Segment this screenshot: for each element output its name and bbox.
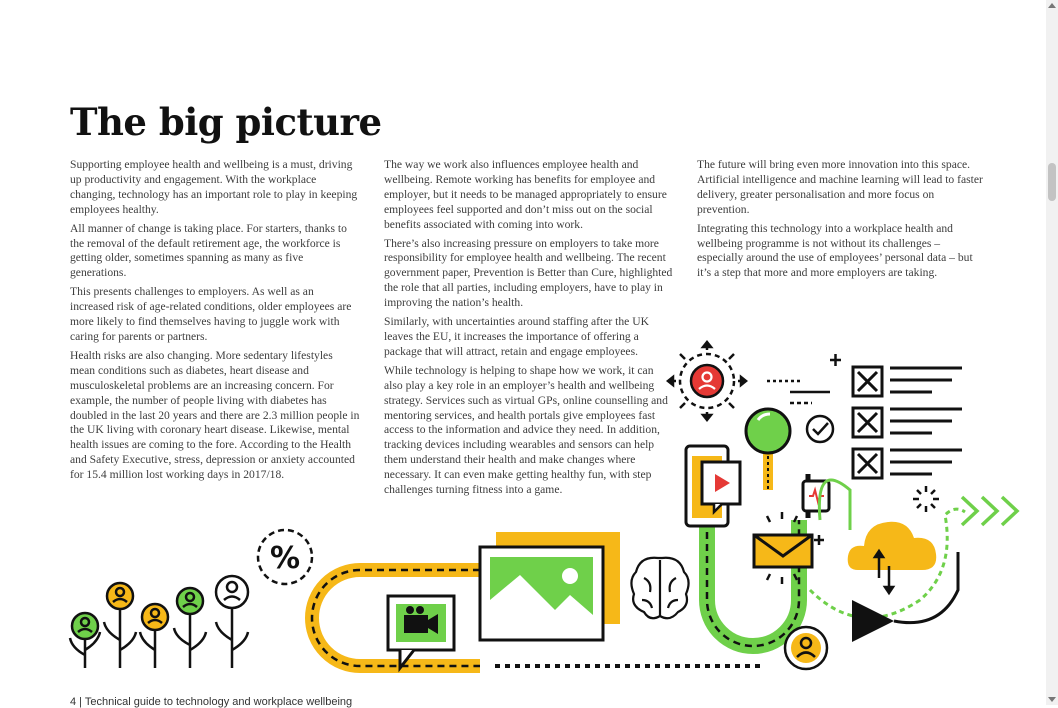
paragraph: Integrating this technology into a workplace health and wellbeing programme is not without its challenges – especially around the use of employees’ personal data – but it’s a step that more and more employers are taking.: [697, 221, 973, 280]
image-frame-icon: [480, 532, 620, 640]
scroll-up-icon[interactable]: [1048, 3, 1056, 8]
paragraph: Similarly, with uncertainties around staffing after the UK leaves the EU, it increases the importance of offering a package that will attract, retain and engage employees.: [384, 315, 649, 358]
percent-text: %: [269, 541, 301, 576]
sparkle-icon: [913, 486, 939, 512]
paragraph: There’s also increasing pressure on employers to take more responsibility for employee health and wellbeing. The recent government paper, Prevention is Better than Cure, highlighted the role that all parties, including employers, have to play in improving the nation’s health.: [384, 236, 673, 310]
paragraph: The way we work also influences employee health and wellbeing. Remote working has benefits for employee and employer, but it needs to be managed appropriately to ensure employees feel supported and don’t miss out on the social benefits associated with coming into work.: [384, 158, 667, 231]
people-growth-icon: [70, 576, 248, 668]
checklist-icon: [853, 367, 962, 478]
checkmark-icon: [807, 416, 833, 442]
vertical-scrollbar[interactable]: [1046, 0, 1058, 705]
envelope-icon: [754, 512, 824, 584]
page-footer: 4 | Technical guide to technology and workplace wellbeing: [70, 696, 353, 708]
target-user-icon: [668, 342, 746, 420]
paragraph: Supporting employee health and wellbeing is a must, driving up productivity and engagement. With the workplace changing, technology has an important role to play in keeping employees healthy.: [70, 158, 358, 216]
brain-icon: [631, 558, 688, 618]
paragraph: Health risks are also changing. More sedentary lifestyles mean conditions such as diabetes, heart disease and musculoskeletal problems are an increasing concern. For example, the number of people living with diabetes has doubled in the last 20 years and there are 2.3 million people in the UK living with coronary heart disease. Likewise, mental health issues are coming to the fore. According to the Health and Safety Executive, stress, depression or anxiety accounted for 15.4 million lost working days in 2017/18.: [70, 348, 360, 482]
magnifier-icon: [746, 409, 790, 490]
scroll-thumb[interactable]: [1048, 163, 1056, 201]
user-avatar-icon: [785, 627, 827, 669]
scroll-down-icon[interactable]: [1048, 697, 1056, 702]
paragraph: All manner of change is taking place. For starters, thanks to the removal of the default retirement age, the workforce is getting older, sometimes spanning as many as five generations.: [70, 221, 347, 280]
paragraph: This presents challenges to employers. As well as an increased risk of age-related conditions, older employees are more likely to find themselves having to juggle work with caring for parents or partners.: [70, 285, 352, 343]
video-chat-icon: [388, 596, 454, 668]
paragraph: The future will bring even more innovation into this space. Artificial intelligence and machine learning will lead to faster delivery, greater personalisation and more focus on prevention.: [697, 158, 983, 216]
page-title: The big picture: [70, 100, 382, 144]
paragraph: While technology is helping to shape how we work, it can also play a key role in an employer’s health and wellbeing strategy. Services such as virtual GPs, online counselling and mentoring services, and health portals give employees fast access to the information and advice they need. In addition, tracking devices including wearables and sensors can help them understand their health and make changes where necessary. It can even make getting healthy fun, with step challenges turning fitness into a game.: [384, 363, 668, 497]
cloud-icon: [848, 522, 937, 593]
arrows-icon: [962, 497, 1017, 525]
phone-video-icon: [686, 446, 740, 526]
percent-icon: [258, 530, 312, 584]
